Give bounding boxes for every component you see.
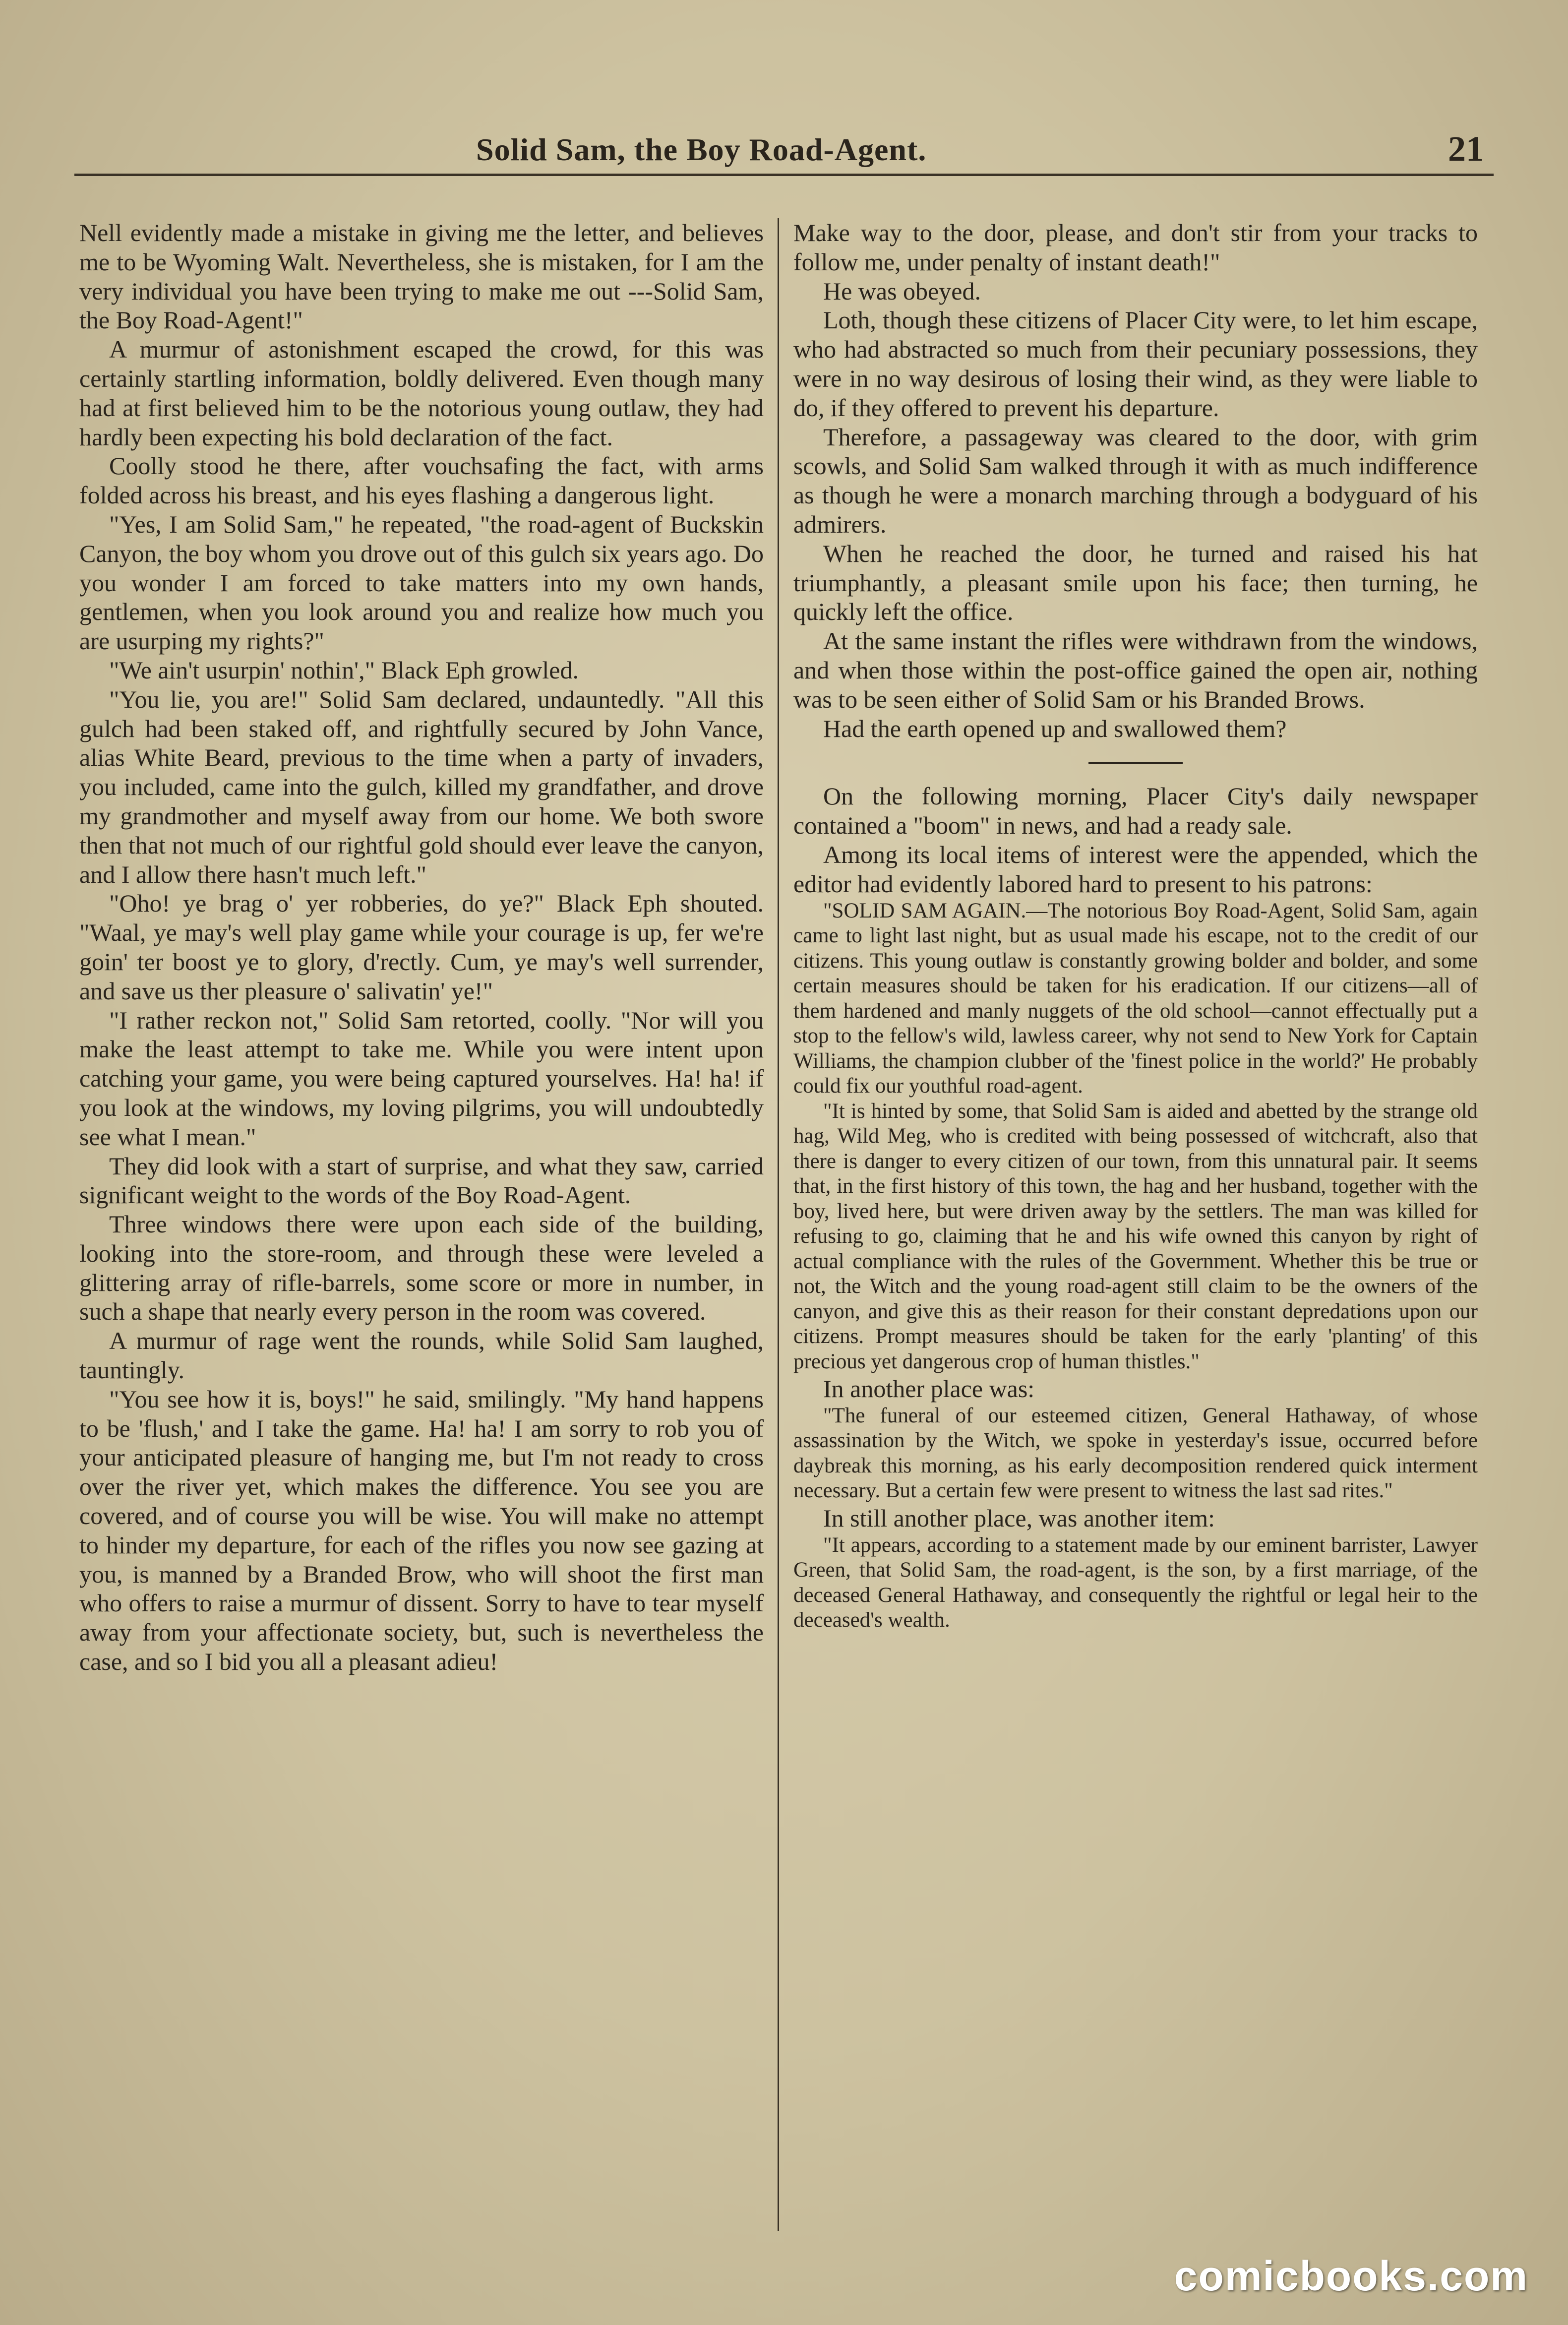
- right-column: [793, 218, 1478, 2226]
- header-rule: [74, 174, 1494, 176]
- paragraph: "Oho! ye brag o' yer robberies, do ye?" Black Eph shouted. "Waal, ye may's well play game while your courage is up, fer we're goin' ter boost ye to glory, d'rectly. Cum, ye may's well surrender, and save us ther pleasure o' salivatin' ye!": [79, 889, 764, 1005]
- paragraph: They did look with a start of surprise, and what they saw, carried significant weight to the words of the Boy Road-Agent.: [79, 1152, 764, 1209]
- watermark-logo: comicbooks.com: [1174, 2253, 1528, 2299]
- paragraph: "It is hinted by some, that Solid Sam is aided and abetted by the strange old hag, Wild Meg, who is credited with being possessed of witchcraft, also that there is danger to every citizen of our town, from this unnatural pair. It seems that, in the first history of this town, the hag and her husband, together with the boy, lived here, but were driven away by the settlers. The man was killed for refusing to go, claiming that he and his wife owned this canyon by right of actual compliance with the rules of the Government. Whether this be true or not, the Witch and the young road-agent still claim to be the owners of the canyon, and give this as their reason for their constant depredations upon our citizens. Prompt measures should be taken for the early 'planting' of this precious yet dangerous crop of human thistles.": [793, 1099, 1478, 1373]
- paragraph: He was obeyed.: [823, 277, 981, 305]
- paragraph: A murmur of rage went the rounds, while Solid Sam laughed, tauntingly.: [79, 1327, 764, 1384]
- paragraph: "It appears, according to a statement made by our eminent barrister, Lawyer Green, that Solid Sam, the road-agent, is the son, by a first marriage, of the deceased General Hathaway, and consequently the rightful or legal heir to the deceased's wealth.: [793, 1533, 1478, 1632]
- paragraph: On the following morning, Placer City's daily newspaper contained a "boom" in news, and had a ready sale.: [793, 782, 1478, 840]
- paragraph: When he reached the door, he turned and raised his hat triumphantly, a pleasant smile upon his face; then turning, he quickly left the office.: [793, 539, 1478, 626]
- paragraph: Therefore, a passageway was cleared to the door, with grim scowls, and Solid Sam walked through it with as much indifference as though he were a monarch marching through a bodyguard of his admirers.: [793, 423, 1478, 538]
- page-number: 21: [1448, 129, 1484, 169]
- paragraph: Among its local items of interest were the appended, which the editor had evidently labored hard to present to his patrons:: [793, 840, 1478, 898]
- left-column: [79, 218, 764, 2226]
- right-column-bottom: [793, 782, 1478, 1633]
- page-header: [74, 122, 1494, 176]
- paragraph: "You lie, you are!" Solid Sam declared, undauntedly. "All this gulch had been staked off, and rightfully secured by John Vance, alias White Beard, previous to the time when a party of invaders, you included, came into the gulch, killed my grandfather, and drove my grandmother and myself away from our home. We both swore then that not much of our rightful gold should ever leave the canyon, and I allow there hasn't much left.": [79, 685, 764, 888]
- paragraph: Three windows there were upon each side of the building, looking into the store-room, and through these were leveled a glittering array of rifle-barrels, some score or more in number, in such a shape that nearly every person in the room was covered.: [79, 1210, 764, 1326]
- paragraph: In still another place, was another item:: [823, 1504, 1215, 1532]
- paragraph: "We ain't usurpin' nothin'," Black Eph growled.: [109, 656, 579, 684]
- paragraph: In another place was:: [823, 1375, 1035, 1403]
- paragraph: "Yes, I am Solid Sam," he repeated, "the road-agent of Buckskin Canyon, the boy whom you drove out of this gulch six years ago. Do you wonder I am forced to take matters into my own hands, gentlemen, when you look around you and realize how much you are usurping my rights?": [79, 510, 764, 655]
- paragraph: Coolly stood he there, after vouchsafing the fact, with arms folded across his breast, and his eyes flashing a dangerous light.: [79, 452, 764, 509]
- paragraph: At the same instant the rifles were withdrawn from the windows, and when those within the post-office gained the open air, nothing was to be seen either of Solid Sam or his Branded Brows.: [793, 627, 1478, 713]
- section-rule: [1088, 762, 1183, 764]
- paragraph: Make way to the door, please, and don't stir from your tracks to follow me, under penalty of instant death!": [793, 219, 1478, 276]
- paragraph: A murmur of astonishment escaped the crowd, for this was certainly startling information, boldly delivered. Even though many had at first believed him to be the notorious young outlaw, they had hardly been expecting his bold declaration of the fact.: [79, 335, 764, 451]
- paragraph: "You see how it is, boys!" he said, smilingly. "My hand happens to be 'flush,' and I take the game. Ha! ha! I am sorry to rob you of your anticipated pleasure of hanging me, but I'm not ready to cross over the river yet, which makes the difference. You see you are covered, and of course you will be wise. You will make no attempt to hinder my departure, for each of the rifles you now see gazing at you, is manned by a Branded Brow, who will shoot the first man who offers to raise a murmur of dissent. Sorry to have to tear myself away from your affectionate society, but, such is nevertheless the case, and so I bid you all a pleasant adieu!: [79, 1385, 764, 1676]
- running-title: Solid Sam, the Boy Road-Agent.: [476, 132, 927, 167]
- paragraph: Had the earth opened up and swallowed them?: [823, 714, 1287, 742]
- paragraph: "I rather reckon not," Solid Sam retorted, coolly. "Nor will you make the least attempt to take me. While you were intent upon catching your game, you were being captured yourselves. Ha! ha! if you look at the windows, my loving pilgrims, you will undoubtedly see what I mean.": [79, 1006, 764, 1151]
- right-column-top: [793, 218, 1478, 743]
- column-divider: [778, 218, 779, 2231]
- paragraph: "The funeral of our esteemed citizen, General Hathaway, of whose assassination by the Witch, we spoke in yesterday's issue, occurred before daybreak this morning, as his early decomposition rendered quick interment necessary. But a certain few were present to witness the last sad rites.": [793, 1404, 1478, 1503]
- paragraph: Nell evidently made a mistake in giving me the letter, and believes me to be Wyoming Walt. Nevertheless, she is mistaken, for I am the very individual you have been trying to make me out ---Solid Sam, the Boy Road-Agent!": [79, 219, 764, 334]
- paragraph: Loth, though these citizens of Placer City were, to let him escape, who had abstracted so much from their pecuniary possessions, they were in no way desirous of losing their wind, as they were liable to do, if they offered to prevent his departure.: [793, 306, 1478, 422]
- paragraph: "SOLID SAM AGAIN.—The notorious Boy Road-Agent, Solid Sam, again came to light last night, but as usual made his escape, not to the credit of our citizens. This young outlaw is constantly growing bolder and bolder, and some certain measures should be taken for his eradication. If our citizens—all of them hardened and manly nuggets of the old school—cannot effectually put a stop to the fellow's wild, lawless career, why not send to New York for Captain Williams, the champion clubber of the 'finest police in the world?' He probably could fix our youthful road-agent.: [793, 899, 1478, 1098]
